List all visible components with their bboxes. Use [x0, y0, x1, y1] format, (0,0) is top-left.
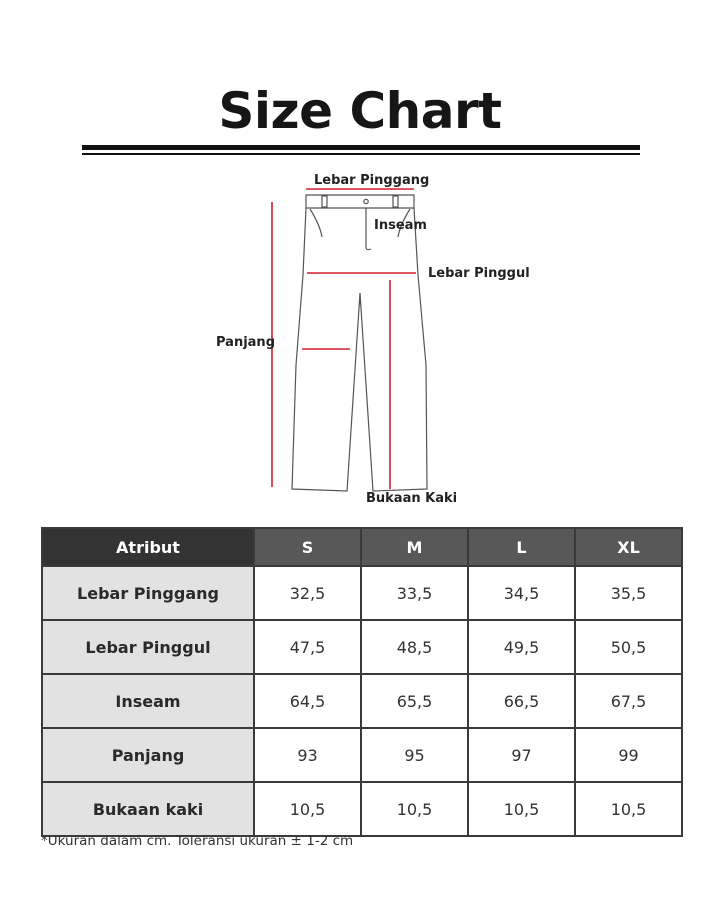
fly-stitch	[366, 208, 371, 250]
header-size-l: L	[468, 528, 575, 566]
title-divider-thick	[82, 145, 640, 150]
cell-value: 10,5	[575, 782, 682, 836]
cell-value: 34,5	[468, 566, 575, 620]
cell-value: 35,5	[575, 566, 682, 620]
label-inseam: Inseam	[374, 218, 427, 233]
cell-value: 97	[468, 728, 575, 782]
row-label: Inseam	[42, 674, 254, 728]
cell-value: 10,5	[468, 782, 575, 836]
row-label: Bukaan kaki	[42, 782, 254, 836]
pants-diagram	[0, 165, 720, 515]
belt-loop-left	[322, 196, 327, 207]
label-waist: Lebar Pinggang	[314, 173, 430, 188]
row-label: Panjang	[42, 728, 254, 782]
header-size-m: M	[361, 528, 468, 566]
cell-value: 32,5	[254, 566, 361, 620]
table-row	[42, 620, 682, 674]
cell-value: 64,5	[254, 674, 361, 728]
cell-value: 49,5	[468, 620, 575, 674]
header-size-xl: XL	[575, 528, 682, 566]
cell-value: 67,5	[575, 674, 682, 728]
label-hip: Lebar Pinggul	[428, 266, 530, 281]
belt-loop-right	[393, 196, 398, 207]
table-row	[42, 674, 682, 728]
cell-value: 48,5	[361, 620, 468, 674]
label-leg-opening: Bukaan Kaki	[366, 491, 458, 506]
header-atribut: Atribut	[42, 528, 254, 566]
cell-value: 10,5	[254, 782, 361, 836]
row-label: Lebar Pinggul	[42, 620, 254, 674]
table-header-row	[42, 528, 682, 566]
cell-value: 99	[575, 728, 682, 782]
header-size-s: S	[254, 528, 361, 566]
cell-value: 65,5	[361, 674, 468, 728]
table-row	[42, 782, 682, 836]
waist-button	[364, 199, 368, 203]
cell-value: 95	[361, 728, 468, 782]
label-length: Panjang	[216, 335, 275, 350]
cell-value: 33,5	[361, 566, 468, 620]
pants-illustration	[0, 165, 720, 515]
cell-value: 93	[254, 728, 361, 782]
row-label: Lebar Pinggang	[42, 566, 254, 620]
size-note: *Ukuran dalam cm. Toleransi ukuran ± 1-2 cm	[41, 833, 354, 849]
cell-value: 66,5	[468, 674, 575, 728]
cell-value: 10,5	[361, 782, 468, 836]
title-divider-thin	[82, 153, 640, 155]
table-row	[42, 728, 682, 782]
cell-value: 50,5	[575, 620, 682, 674]
size-table	[41, 527, 683, 837]
pocket-left	[310, 209, 322, 237]
cell-value: 47,5	[254, 620, 361, 674]
table-row	[42, 566, 682, 620]
page-title: Size Chart	[218, 82, 502, 140]
